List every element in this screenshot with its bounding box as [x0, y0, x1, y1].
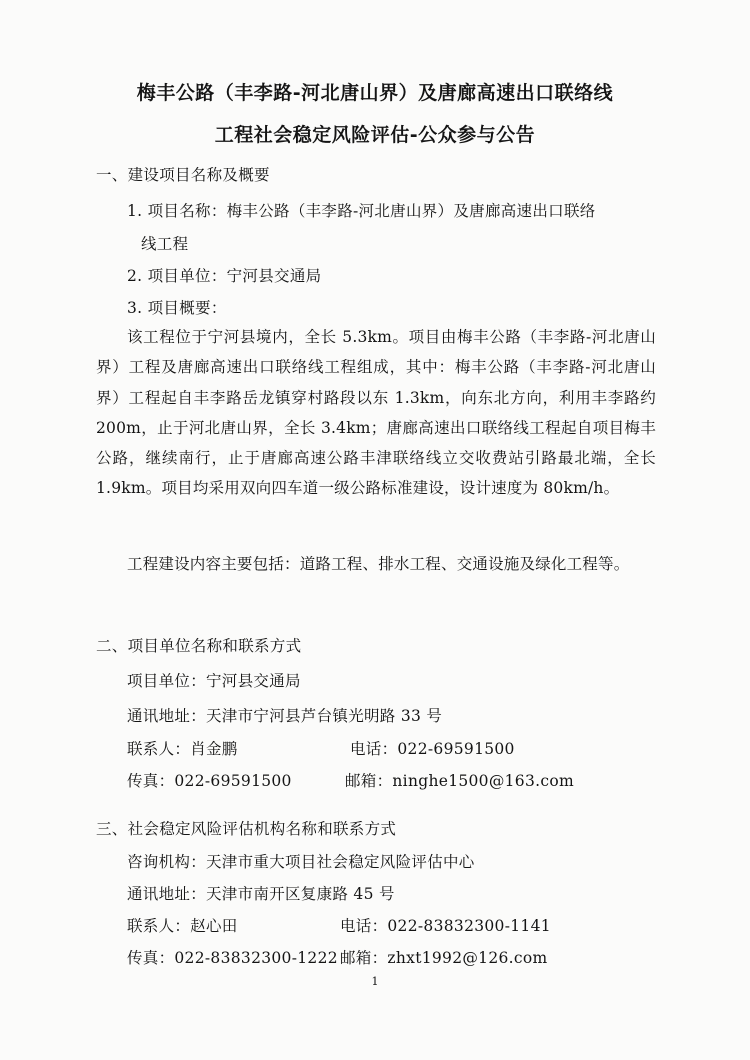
section-2-email: 邮箱：ninghe1500@163.com	[345, 772, 574, 790]
section-3-address: 通讯地址：天津市南开区复康路 45 号	[127, 885, 395, 903]
project-unit: 2. 项目单位：宁河县交通局	[127, 267, 322, 285]
title-line-1: 梅丰公路（丰李路-河北唐山界）及唐廊高速出口联络线	[136, 82, 614, 104]
title-line-2: 工程社会稳定风险评估-公众参与公告	[214, 124, 536, 146]
section-3-email: 邮箱：zhxt1992@126.com	[340, 949, 548, 967]
construction-content-paragraph: 工程建设内容主要包括：道路工程、排水工程、交通设施及绿化工程等。	[127, 555, 630, 573]
section-2-phone: 电话：022-69591500	[350, 740, 515, 758]
section-2-contact: 联系人：肖金鹏	[127, 740, 238, 758]
project-overview-label: 3. 项目概要：	[127, 299, 227, 317]
section-2-fax: 传真：022-69591500	[127, 772, 292, 790]
page-number: 1	[371, 975, 379, 988]
section-3-contact: 联系人：赵心田	[127, 917, 238, 935]
project-overview-paragraph: 该工程位于宁河县境内，全长 5.3km。项目由梅丰公路（丰李路-河北唐山界）工程及唐廊高速出口联络线工程组成，其中：梅丰公路（丰李路-河北唐山界）工程起自丰李路岳龙镇穿村路段以东 1.3km，向东北方向，利用丰李路约 200m，止于河北唐山界，全长 3.4km；唐廊高速出口联络线工程起自项目梅丰公路，继续南行，止于唐廊高速公路丰津联络线立交收费站引路最北端，全长 1.9km。项目均采用双向四车道一级公路标准建设，设计速度为 80km/h。	[96, 328, 656, 498]
section-3-heading: 三、社会稳定风险评估机构名称和联系方式	[96, 820, 397, 838]
section-3-phone: 电话：022-83832300-1141	[340, 917, 551, 935]
section-2-address: 通讯地址：天津市宁河县芦台镇光明路 33 号	[127, 707, 443, 725]
project-name-line-1: 1. 项目名称：梅丰公路（丰李路-河北唐山界）及唐廊高速出口联络	[127, 202, 596, 220]
section-2-heading: 二、项目单位名称和联系方式	[96, 637, 302, 655]
project-name-line-2: 线工程	[141, 235, 189, 253]
section-3-fax: 传真：022-83832300-1222	[127, 949, 338, 967]
section-3-agency: 咨询机构：天津市重大项目社会稳定风险评估中心	[127, 853, 475, 871]
section-2-unit: 项目单位：宁河县交通局	[127, 672, 301, 690]
section-1-heading: 一、建设项目名称及概要	[96, 166, 270, 184]
